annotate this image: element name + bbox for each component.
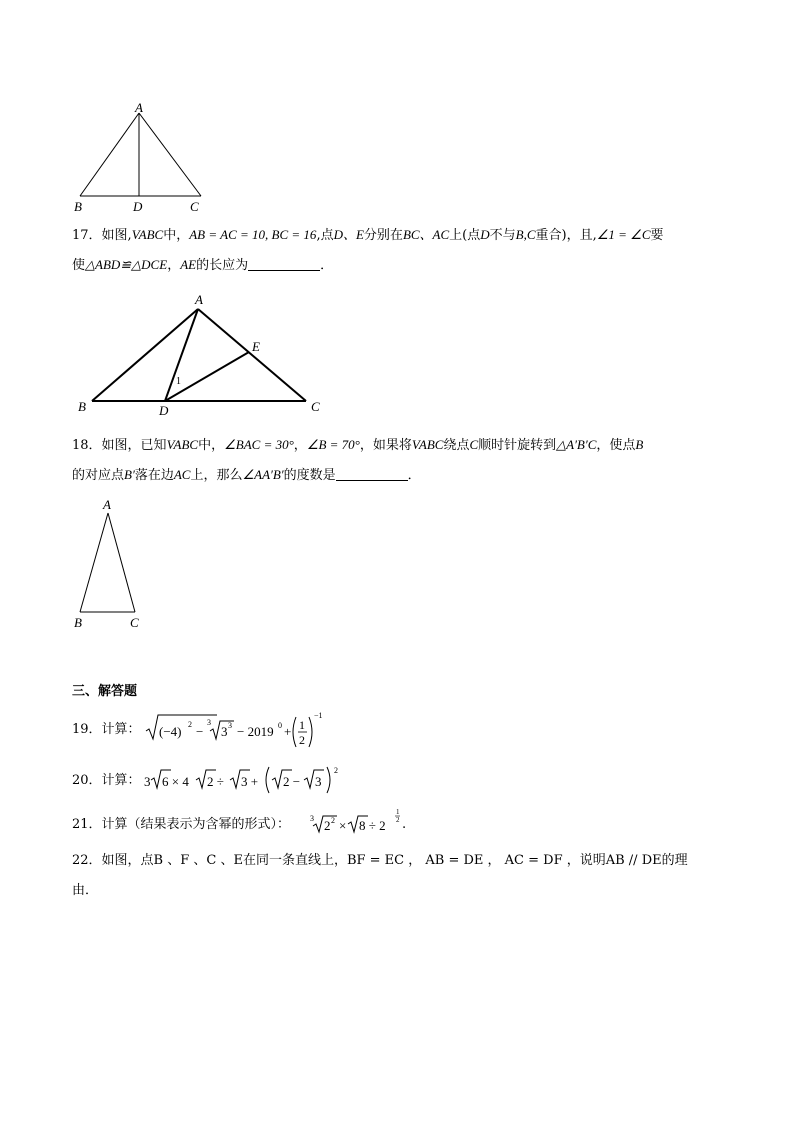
- label-b: B: [78, 399, 86, 414]
- question-number: 19．计算：: [72, 722, 141, 737]
- math-points-bc: B,C: [515, 227, 536, 242]
- text: ．: [407, 468, 421, 483]
- svg-text:8 ÷ 2: 8 ÷ 2: [359, 818, 386, 833]
- text: 上，那么: [190, 468, 243, 483]
- text: 要: [650, 228, 664, 243]
- exponent-neg1: −1: [314, 711, 323, 720]
- math-ac: AC: [173, 467, 191, 482]
- svg-text:3: 3: [228, 721, 232, 730]
- svg-text:(−4): (−4): [159, 724, 182, 739]
- svg-text:2: 2: [334, 766, 338, 775]
- text: 分别在: [363, 228, 403, 243]
- question-17-line2: [72, 254, 732, 277]
- math-segments: BC、AC: [402, 227, 450, 242]
- math-point-c: C: [469, 437, 479, 452]
- svg-text:2: 2: [324, 818, 331, 833]
- text: 中，: [198, 438, 225, 453]
- text: 如图，已知: [101, 438, 167, 453]
- text: 的度数是: [283, 468, 336, 483]
- question-22-line2: 由．: [72, 883, 99, 898]
- label-c: C: [311, 399, 320, 414]
- svg-text:−: −: [196, 724, 204, 739]
- svg-text:2: 2: [299, 733, 305, 747]
- svg-text:3: 3: [221, 724, 228, 739]
- segment-ab: [80, 113, 139, 196]
- svg-text:2 ÷: 2 ÷: [207, 774, 224, 789]
- math-points: D、E: [333, 227, 364, 242]
- question-number: 21．计算（结果表示为含幂的形式）：: [72, 817, 291, 832]
- math-angle-bac: ∠BAC = 30°: [224, 437, 294, 452]
- svg-text:6 × 4: 6 × 4: [162, 774, 189, 789]
- svg-text:− 2019: − 2019: [237, 724, 274, 739]
- text: 上(点: [449, 228, 481, 243]
- text: 落在边: [134, 468, 174, 483]
- text: 不与: [489, 228, 516, 243]
- section-heading: 三、解答题: [72, 684, 138, 699]
- math-angle: ∠AA′B′: [242, 467, 284, 482]
- question-17-line1: [72, 224, 732, 247]
- text: ，: [293, 438, 307, 453]
- text: ，使点: [596, 438, 636, 453]
- text: ,点: [316, 228, 334, 243]
- math-triangle: VABC: [166, 437, 199, 452]
- answer-blank[interactable]: [336, 466, 408, 481]
- svg-text:2 −: 2 −: [283, 774, 301, 789]
- math-angle-b: ∠B = 70°: [306, 437, 360, 452]
- svg-text:3: 3: [310, 814, 314, 823]
- text: .: [402, 817, 407, 832]
- label-b: B: [74, 199, 82, 214]
- svg-text:3 +: 3 +: [241, 774, 259, 789]
- segment-ac: [139, 113, 201, 196]
- text: 顺时针旋转到: [478, 438, 557, 453]
- label-c: C: [190, 199, 199, 214]
- text: 重合)，且,: [535, 228, 597, 243]
- svg-text:1: 1: [396, 808, 400, 816]
- question-number: 18．: [72, 438, 102, 453]
- question-21: [72, 808, 732, 836]
- math-triangle: VABC: [411, 437, 444, 452]
- math-congruence: △ABD≌△DCE: [85, 257, 168, 272]
- figure-triangle-abc-de: [72, 290, 332, 415]
- math-angle: ∠1 = ∠C: [596, 227, 651, 242]
- math-expression-render: [310, 808, 400, 838]
- label-d: D: [133, 199, 143, 214]
- label-d: D: [159, 403, 169, 415]
- text: ，: [167, 258, 181, 273]
- svg-text:0: 0: [278, 721, 282, 730]
- math-point-b: B: [635, 437, 644, 452]
- segment-ac: [198, 309, 306, 401]
- question-18-line2: [72, 464, 732, 487]
- svg-text:3: 3: [207, 718, 211, 727]
- math-ae: AE: [180, 257, 197, 272]
- math-rotated-triangle: △A′B′C: [556, 437, 597, 452]
- answer-blank[interactable]: [248, 256, 320, 271]
- label-c: C: [130, 615, 139, 630]
- math-expression-render: [144, 764, 344, 794]
- math-expression-render: [144, 707, 314, 751]
- svg-text:×: ×: [339, 818, 347, 833]
- question-number: 17．: [72, 228, 102, 243]
- question-22-line1: 22．如图，点B 、F 、C 、E在同一条直线上，BF = EC ， AB = DE ， AC = DF ，说明AB // DE的理: [72, 853, 688, 868]
- label-e: E: [252, 339, 260, 354]
- label-a: A: [135, 100, 143, 115]
- segment-ac: [108, 513, 135, 612]
- segment-ab: [80, 513, 108, 612]
- label-a: A: [103, 497, 111, 512]
- svg-text:+: +: [284, 724, 292, 739]
- text: 如图,: [101, 228, 132, 243]
- question-20: [72, 766, 732, 792]
- text: ．: [320, 258, 334, 273]
- question-18-line1: [72, 434, 732, 457]
- svg-text:2: 2: [188, 720, 192, 729]
- label-b: B: [74, 615, 82, 630]
- math-point-d: D: [480, 227, 490, 242]
- text: ，如果将: [359, 438, 412, 453]
- svg-text:2: 2: [396, 816, 400, 824]
- text: 的对应点: [72, 468, 125, 483]
- figure-triangle-narrow: [70, 495, 160, 635]
- label-angle-1: 1: [176, 376, 181, 387]
- text: 使: [72, 258, 86, 273]
- text: 中，: [163, 228, 190, 243]
- question-19: [72, 711, 732, 747]
- svg-text:3: 3: [144, 774, 151, 789]
- math-point-b-prime: B′: [124, 467, 135, 482]
- text: 的长应为: [196, 258, 249, 273]
- label-a: A: [195, 292, 203, 307]
- svg-text:3: 3: [315, 774, 322, 789]
- text: 绕点: [443, 438, 470, 453]
- figure-triangle-abd: [70, 100, 210, 215]
- math-given: AB = AC = 10, BC = 16: [189, 227, 317, 242]
- question-number: 20．计算：: [72, 773, 141, 788]
- svg-text:2: 2: [331, 816, 335, 825]
- math-triangle: VABC: [131, 227, 164, 242]
- svg-text:1: 1: [299, 718, 305, 732]
